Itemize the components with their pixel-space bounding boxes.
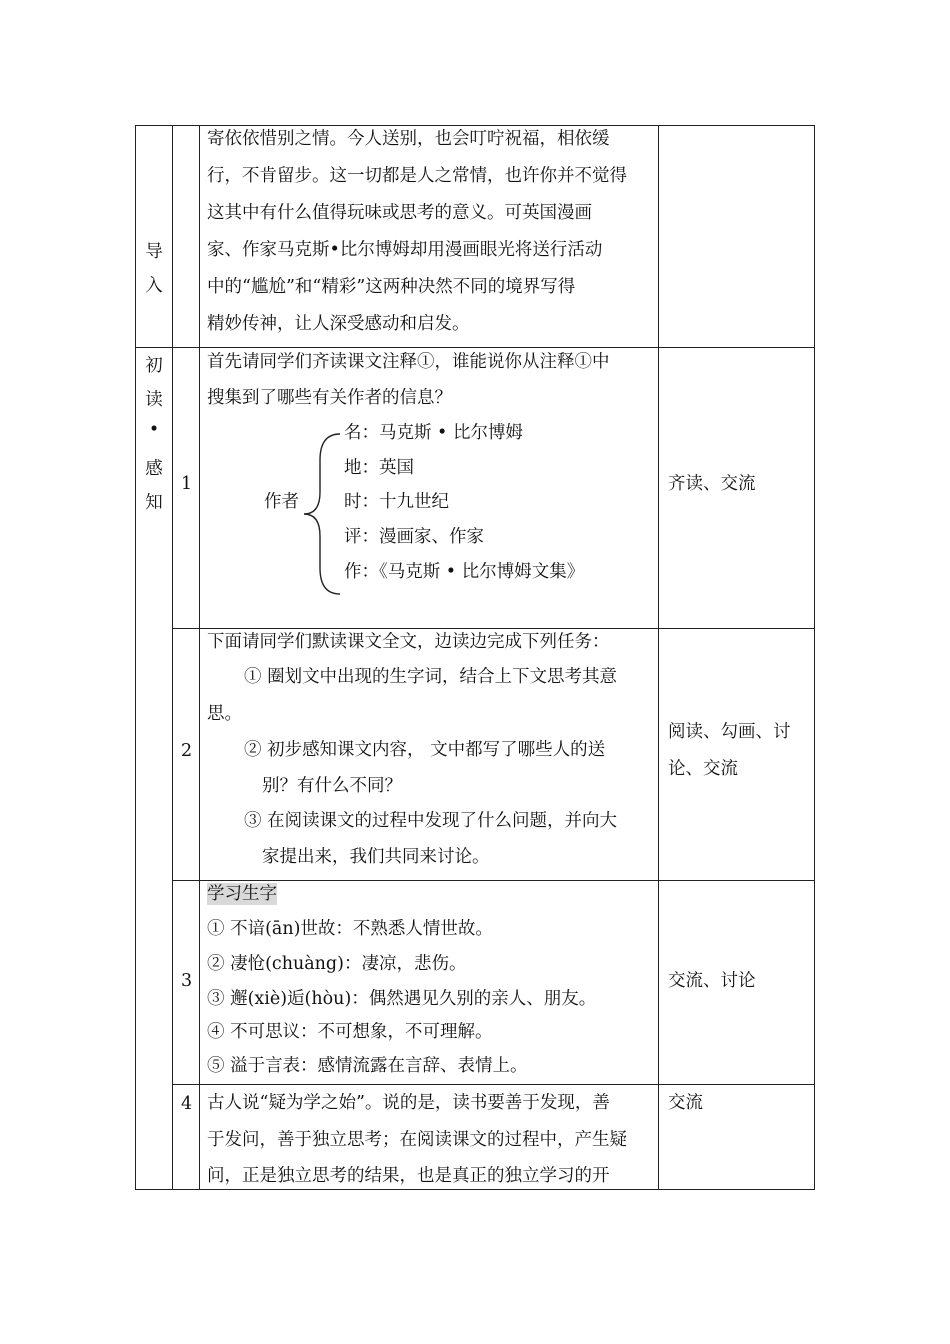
row-number: 2 <box>181 741 193 761</box>
row4-line: 于发问，善于独立思考；在阅读课文的过程中，产生疑 <box>207 1130 627 1150</box>
section-heading: 学习生字 <box>207 884 277 904</box>
vocab-item: ⑤ 溢于言表：感情流露在言辞、表情上。 <box>207 1056 528 1076</box>
row4-line: 问，正是独立思考的结果，也是真正的独立学习的开 <box>207 1166 610 1186</box>
intro-line: 中的“尴尬”和“精彩”这两种决然不同的境界写得 <box>207 277 576 297</box>
row2-line: 下面请同学们默读课文全文，边读边完成下列任务： <box>207 632 610 652</box>
stage-char: 读 <box>145 390 163 410</box>
row2-line: 思。 <box>207 704 242 724</box>
activity-cell: 阅读、勾画、讨 <box>668 722 791 742</box>
intro-line: 这其中有什么值得玩味或思考的意义。可英国漫画 <box>207 203 592 223</box>
row-divider <box>172 628 815 629</box>
author-label: 作者 <box>264 492 299 512</box>
vocab-item: ② 凄怆(chuàng)：凄凉，悲伤。 <box>207 954 467 974</box>
row2-line: ③ 在阅读课文的过程中发现了什么问题，并向大 <box>244 811 618 831</box>
intro-line: 精妙传神，让人深受感动和启发。 <box>207 314 470 334</box>
author-item: 评：漫画家、作家 <box>344 527 484 547</box>
row2-line: ② 初步感知课文内容， 文中都写了哪些人的送 <box>244 740 606 760</box>
author-item: 时：十九世纪 <box>344 492 449 512</box>
row2-line: 家提出来，我们共同来讨论。 <box>262 847 490 867</box>
curly-brace <box>300 430 342 600</box>
intro-line: 寄依依惜别之情。今人送别，也会叮咛祝福，相依缓 <box>207 129 610 149</box>
stage-char: 导 <box>145 242 163 262</box>
intro-line: 家、作家马克斯•比尔博姆却用漫画眼光将送行活动 <box>207 240 603 260</box>
row1-line: 搜集到了哪些有关作者的信息？ <box>207 388 452 408</box>
activity-cell: 交流、讨论 <box>668 971 756 991</box>
col-divider <box>199 125 200 1190</box>
vocab-item: ③ 邂(xiè)逅(hòu)：偶然遇见久别的亲人、朋友。 <box>207 989 597 1009</box>
author-item: 地：英国 <box>344 458 414 478</box>
col-divider <box>172 125 173 1190</box>
row2-line: ① 圈划文中出现的生字词，结合上下文思考其意 <box>244 667 618 687</box>
vocab-item: ① 不谙(ān)世故：不熟悉人情世故。 <box>207 919 493 939</box>
table-border-right <box>814 125 815 1190</box>
activity-cell: 交流 <box>668 1093 703 1113</box>
activity-cell: 齐读、交流 <box>668 474 756 494</box>
row4-line: 古人说“疑为学之始”。说的是，读书要善于发现，善 <box>207 1093 610 1113</box>
stage-char: • <box>148 420 160 440</box>
col-divider <box>658 125 659 1190</box>
author-item: 作：《马克斯 • 比尔博姆文集》 <box>344 562 585 582</box>
row-number: 1 <box>181 474 193 494</box>
row2-line: 别？有什么不同？ <box>262 776 402 796</box>
row-number: 3 <box>181 971 193 991</box>
stage-char: 初 <box>145 356 163 376</box>
row-number: 4 <box>181 1094 193 1114</box>
row-divider <box>135 347 815 348</box>
vocab-item: ④ 不可思议：不可想象，不可理解。 <box>207 1022 493 1042</box>
row1-line: 首先请同学们齐读课文注释①，谁能说你从注释①中 <box>207 352 610 372</box>
row-divider <box>172 1084 815 1085</box>
table-border-top <box>135 125 815 126</box>
author-item: 名：马克斯 • 比尔博姆 <box>344 423 523 443</box>
stage-char: 感 <box>145 459 163 479</box>
stage-char: 知 <box>145 493 163 513</box>
stage-char: 入 <box>145 276 163 296</box>
activity-cell: 论、交流 <box>668 759 738 779</box>
row-divider <box>172 880 815 881</box>
intro-line: 行，不肯留步。这一切都是人之常情，也许你并不觉得 <box>207 166 627 186</box>
table-border-bottom <box>135 1189 815 1190</box>
